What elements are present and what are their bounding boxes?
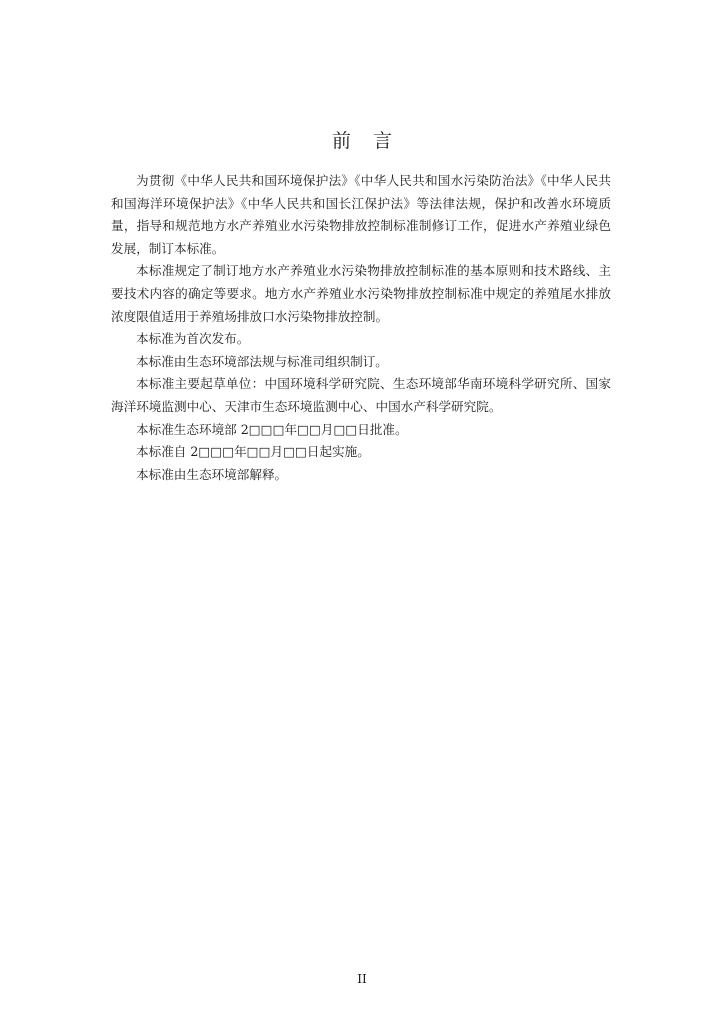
preface-body — [111, 170, 611, 486]
preface-paragraph-drafters: 本标准主要起草单位：中国环境科学研究院、生态环境部华南环境科学研究所、国家海洋环境监测中心、天津市生态环境监测中心、中国水产科学研究院。 — [111, 376, 611, 414]
preface-paragraph-first-release: 本标准为首次发布。 — [136, 331, 250, 347]
preface-paragraph-interpretation: 本标准由生态环境部解释。 — [136, 466, 288, 482]
page-number: II — [357, 972, 367, 986]
preface-paragraph-scope: 本标准规定了制订地方水产养殖业水污染物排放控制标准的基本原则和技术路线、主要技术内容的确定等要求。地方水产养殖业水污染物排放控制标准中规定的养殖尾水排放浓度限值适用于养殖场排放口水污染物排放控制。 — [111, 263, 611, 324]
preface-paragraph-effective: 本标准自 2□□□年□□月□□日起实施。 — [136, 444, 370, 460]
preface-paragraph-approval: 本标准生态环境部 2□□□年□□月□□日批准。 — [136, 421, 408, 437]
page-title: 前言 — [331, 130, 414, 152]
preface-paragraph-purpose: 为贯彻《中华人民共和国环境保护法》《中华人民共和国水污染防治法》《中华人民共和国海洋环境保护法》《中华人民共和国长江保护法》等法律法规，保护和改善水环境质量，指导和规范地方水产养殖业水污染物排放控制标准制修订工作，促进水产养殖业绿色发展，制订本标准。 — [111, 173, 611, 256]
preface-paragraph-organizer: 本标准由生态环境部法规与标准司组织制订。 — [136, 353, 388, 369]
